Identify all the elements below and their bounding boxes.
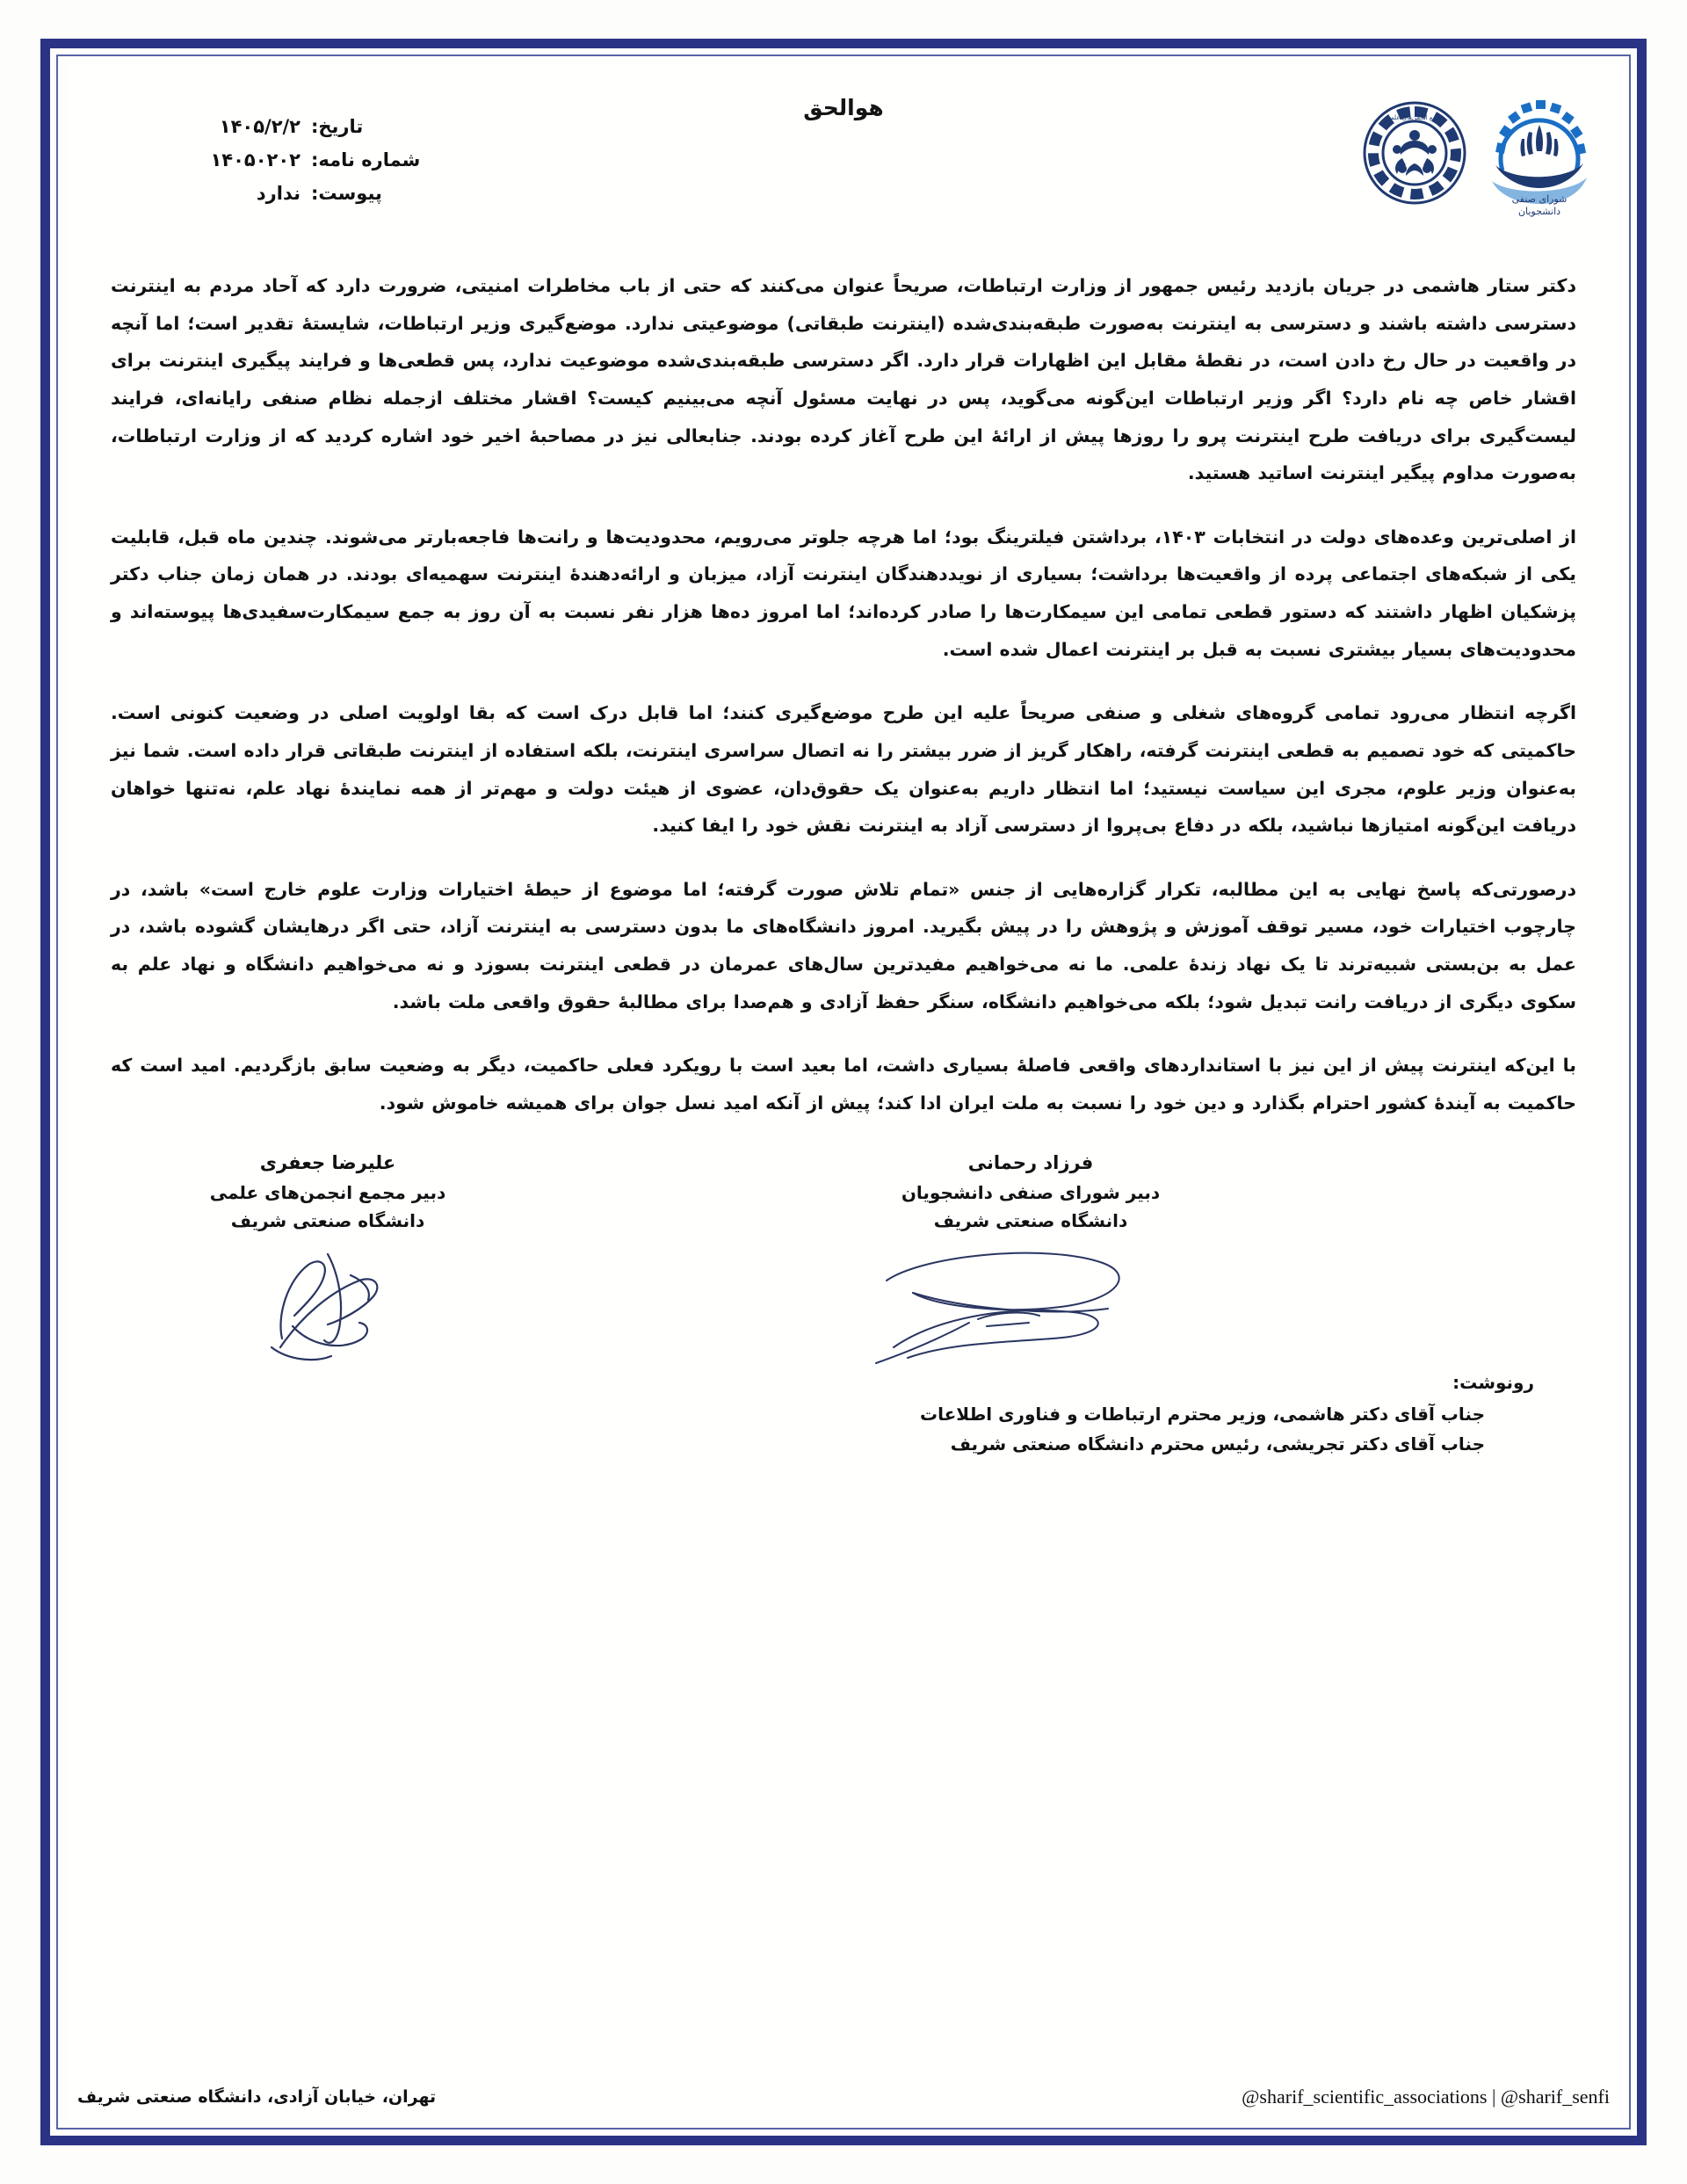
letter-header [69, 65, 1618, 267]
scientific-associations-logo [1358, 90, 1471, 221]
letter-sheet [69, 65, 1618, 2119]
cc-title: رونوشت: [1452, 1371, 1534, 1393]
meta-value-date: ۱۴۰۵/۲/۲ [219, 116, 300, 137]
logo-group [1358, 90, 1596, 221]
svg-text:دانشجویان: دانشجویان [1517, 206, 1561, 217]
rahmani-handwritten-signature [824, 1235, 1237, 1367]
meta-row-attachment [98, 183, 450, 204]
signature-jafari [121, 1152, 534, 1367]
jafari-handwritten-signature [121, 1235, 534, 1367]
meta-label-date: تاریخ: [311, 116, 364, 137]
body-paragraph-4: درصورتی‌که پاسخ نهایی به این مطالبه، تکرار گزاره‌هایی از جنس «تمام تلاش صورت گرفته؛ اما موضوع از حیطهٔ اختیارات وزارت علوم خارج است» باشد، در چارچوب اختیارات خود، مسیر توقف آموزش و پژوهش را در پیش بگیرید. امروز دانشگاه‌های ما بدون دسترسی به اینترنت آزاد، حتی اگر درهایشان گشوده باشد، در عمل به بن‌بستی شبیه‌ترند تا یک نهاد زندهٔ علمی. ما نه می‌خواهیم مفیدترین سال‌های عمرمان در قطعی اینترنت بسوزد و نه می‌خواهیم دانشگاه و نهاد علم به سکوی دیگری از دریافت رانت تبدیل شود؛ بلکه می‌خواهیم دانشگاه، سنگر حفظ آزادی و هم‌صدا برای مطالبهٔ حقوق واقعی ملت باشد. [111, 878, 1576, 1012]
signature-org: دانشگاه صنعتی شریف [933, 1209, 1128, 1231]
student-guild-council-logo [1483, 90, 1596, 221]
postal-address: تهران، خیابان آزادی، دانشگاه صنعتی شریف [77, 2087, 437, 2107]
signature-role: دبیر مجمع انجمن‌های علمی [209, 1181, 446, 1203]
svg-text:شورای صنفی: شورای صنفی [1511, 193, 1568, 205]
meta-row-date [98, 116, 450, 137]
cc-recipient-1: جناب آقای دکتر هاشمی، وزیر محترم ارتباطات و فناوری اطلاعات [919, 1403, 1485, 1425]
meta-value-attachment: ندارد [256, 183, 300, 204]
social-handles: @sharif_scientific_associations | @sharif_senfi [1242, 2086, 1610, 2108]
signature-block [69, 1152, 1618, 1367]
letter-body [69, 267, 1618, 1122]
meta-row-letter-number [98, 149, 450, 171]
body-paragraph-3: اگرچه انتظار می‌رود تمامی گروه‌های شغلی و صنفی صریحاً علیه این طرح موضع‌گیری کنند؛ اما قابل درک است که بقا اولویت اصلی در وضعیت کنونی است. حاکمیتی که خود تصمیم به قطعی اینترنت گرفته، راهکار گریز از ضرر بیشتر را نه اتصال سراسری اینترنت، بلکه استفاده از اینترنت طبقاتی قرار داده است. شما نیز به‌عنوان وزیر علوم، مجری این سیاست نیستید؛ اما انتظار داریم به‌عنوان یک حقوق‌دان، عضوی از هیئت دولت و مهم‌تر از همه نمایندهٔ نهاد علم، نه‌تنها خواهان دریافت این‌گونه امتیازها نباشید، بلکه در دفاع بی‌پروا از دسترسی آزاد به اینترنت نقش خود را ایفا کنید. [111, 702, 1576, 837]
body-paragraph-1: دکتر ستار هاشمی در جریان بازدید رئیس جمهور از وزارت ارتباطات، صریحاً عنوان می‌کنند که حتی از باب مخاطرات امنیتی، ضرورت دارد که آحاد مردم به اینترنت دسترسی داشته باشند و دسترسی به اینترنت به‌صورت طبقه‌بندی‌شده (اینترنت طبقاتی) موضوعیتی ندارد. موضع‌گیری وزیر ارتباطات، شایستهٔ تقدیر است؛ اما آنچه در واقعیت در حال رخ دادن است، در نقطهٔ مقابل این اظهارات قرار دارد. اگر دسترسی طبقه‌بندی‌شده موضوعیت ندارد، پس قطعی‌ها و فرایند پیگیری اینترنت برای اقشار خاص چه نام دارد؟ اگر وزیر ارتباطات این‌گونه می‌گوید، پس در نهایت مسئول آنچه می‌بینیم کیست؟ اقشار مختلف ازجمله نظام صنفی رایانه‌ای، فرایند لیست‌گیری برای دریافت طرح اینترنت پرو را روزها پیش از ارائهٔ این طرح آغاز کرده بودند. جنابعالی نیز در مصاحبهٔ اخیر خود اشاره کردید که از وزارت ارتباطات، به‌صورت مداوم پیگیر اینترنت اساتید هستید. [111, 275, 1576, 484]
signature-role: دبیر شورای صنفی دانشجویان [901, 1181, 1161, 1203]
body-paragraph-5: با این‌که اینترنت پیش از این نیز با استانداردهای واقعی فاصلهٔ بسیاری داشت، اما بعید است با رویکرد فعلی حاکمیت، دیگر به وضعیت سابق بازگردیم. امید است که حاکمیت به آیندهٔ کشور احترام بگذارد و دین خود را نسبت به ملت ایران ادا کند؛ پیش از آنکه امید نسل جوان برای همیشه خاموش شود. [111, 1055, 1576, 1114]
body-paragraph-2: از اصلی‌ترین وعده‌های دولت در انتخابات ۱۴۰۳، برداشتن فیلترینگ بود؛ اما هرچه جلوتر می‌رویم، محدودیت‌ها و رانت‌ها فاجعه‌بارتر می‌شوند. چندین ماه قبل، قابلیت یکی از شبکه‌های اجتماعی پرده از واقعیت‌ها برداشت؛ بسیاری از نویددهندگان اینترنت آزاد، میزبان و ارائه‌دهندهٔ اینترنت سهمیه‌ای بودند. در همان زمان جناب دکتر پزشکیان اظهار داشتند که دستور قطعی تمامی این سیمکارت‌ها را صادر کرده‌اند؛ اما امروز ده‌ها هزار نفر نسبت به آن روز به جمع سیمکارت‌سفیدی‌ها پیوسته‌اند و محدودیت‌های بسیار بیشتری نسبت به قبل بر اینترنت اعمال شده است. [111, 526, 1576, 660]
signature-name: فرزاد رحمانی [967, 1151, 1094, 1173]
carbon-copy-block [69, 1372, 1618, 1455]
signature-name: علیرضا جعفری [259, 1151, 396, 1173]
svg-text:مجمع انجمن‌های علمی: مجمع انجمن‌های علمی [1386, 114, 1444, 121]
meta-value-letter-number: ۱۴۰۵۰۲۰۲ [210, 149, 300, 171]
letter-footer [69, 2086, 1618, 2108]
signature-org: دانشگاه صنعتی شریف [230, 1209, 425, 1231]
signature-rahmani [824, 1152, 1237, 1367]
invocation-heading: هوالحق [803, 95, 884, 120]
letter-meta-block [98, 116, 450, 216]
cc-recipient-2: جناب آقای دکتر تجریشی، رئیس محترم دانشگاه صنعتی شریف [950, 1433, 1485, 1455]
meta-label-attachment: پیوست: [311, 183, 382, 204]
meta-label-letter-number: شماره نامه: [311, 149, 421, 171]
